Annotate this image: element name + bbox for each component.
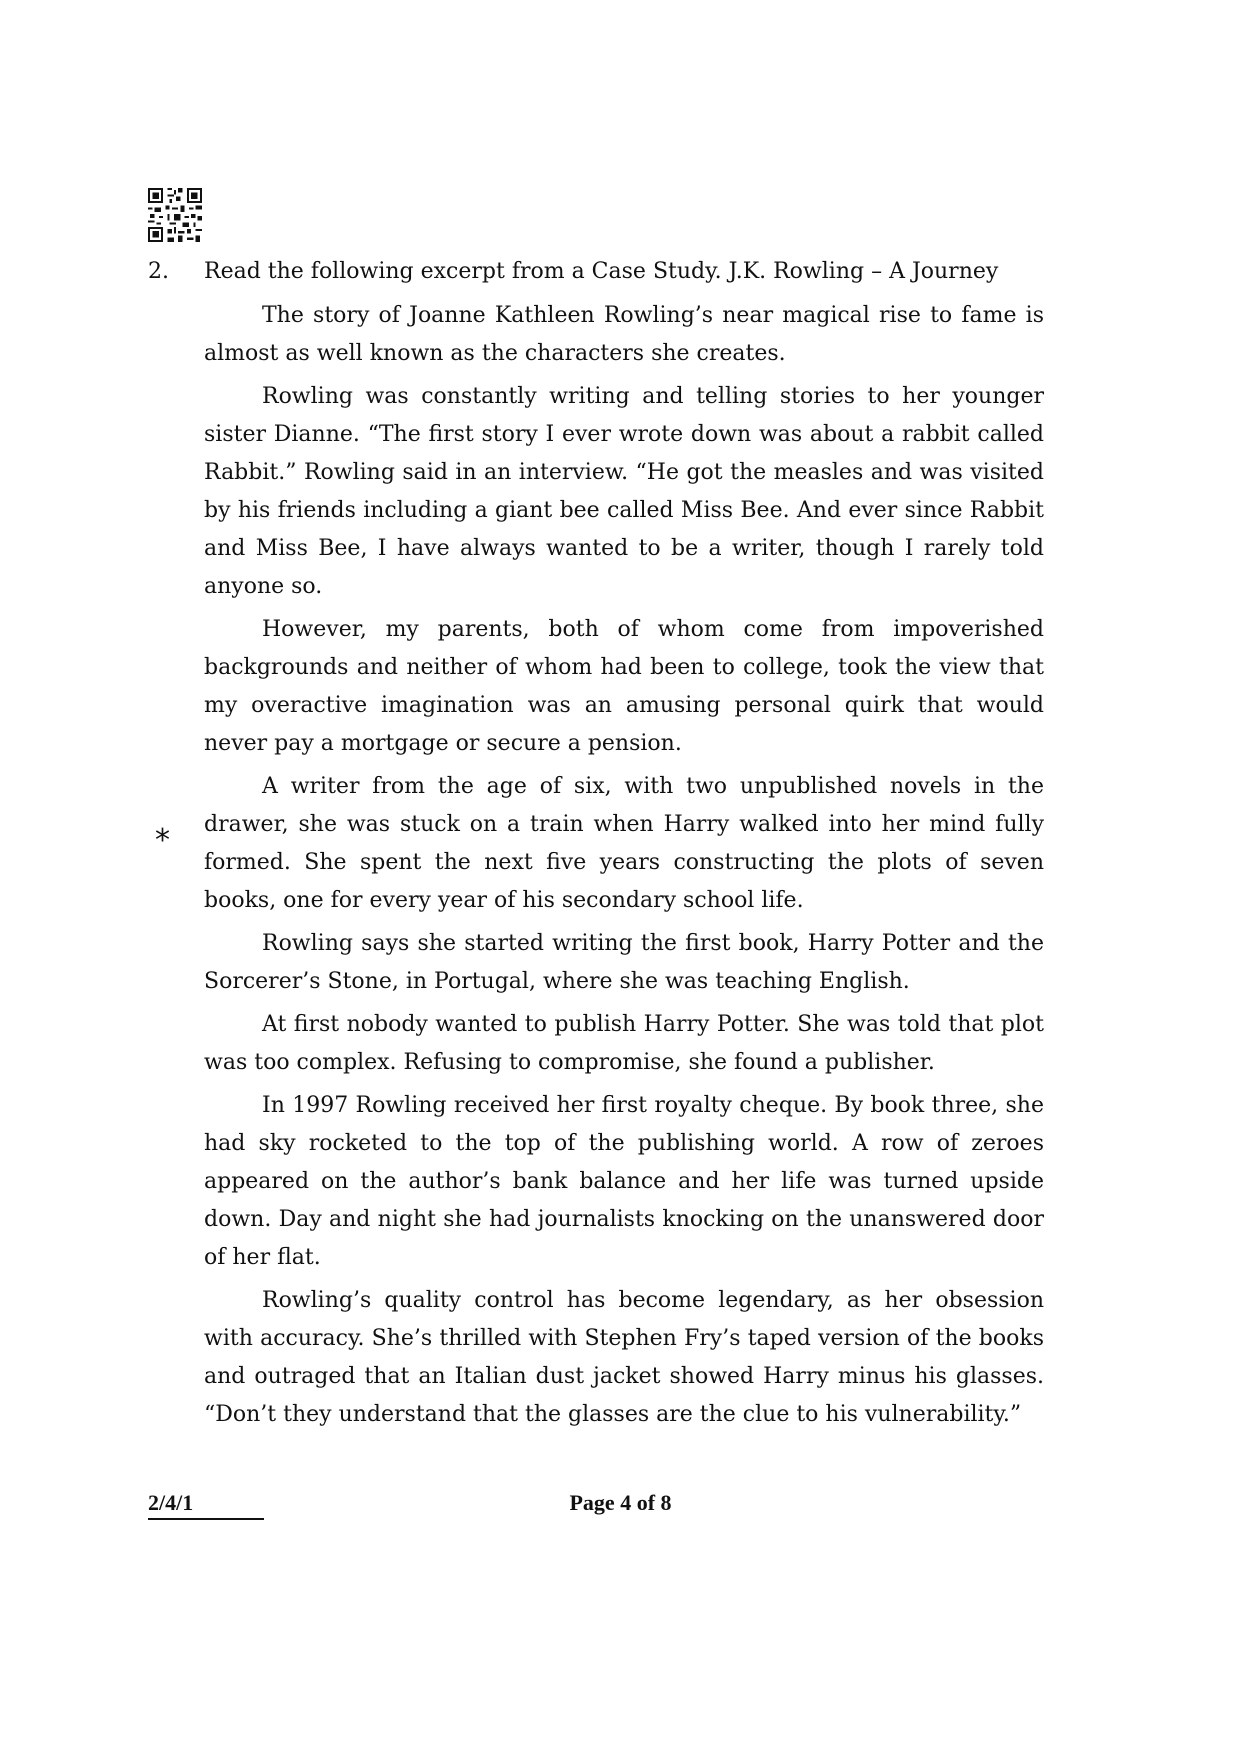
paper-code: 2/4/1	[148, 1490, 264, 1520]
question-title: Read the following excerpt from a Case Study. J.K. Rowling – A Journey	[204, 259, 999, 284]
paragraph: At first nobody wanted to publish Harry Potter. She was told that plot was too complex. Refusing to compromise, she found a publisher.	[204, 1012, 1044, 1075]
paragraph: Rowling’s quality control has become legendary, as her obsession with accuracy. She’s thrilled with Stephen Fry’s taped version of the books and outraged that an Italian dust jacket showed Harry minus his glasses. “Don’t they understand that the glasses are the clue to his vulnerability.”	[204, 1288, 1044, 1427]
case-study-excerpt	[204, 297, 1044, 1439]
paragraph: A writer from the age of six, with two unpublished novels in the drawer, she was stuck on a train when Harry walked into her mind fully formed. She spent the next five years constructing the plots of seven books, one for every year of his secondary school life.	[204, 774, 1044, 913]
paragraph: Rowling was constantly writing and telling stories to her younger sister Dianne. “The first story I ever wrote down was about a rabbit called Rabbit.” Rowling said in an interview. “He got the measles and was visited by his friends including a giant bee called Miss Bee. And ever since Rabbit and Miss Bee, I have always wanted to be a writer, though I rarely told anyone so.	[204, 384, 1044, 599]
asterisk-mark-icon: *	[155, 823, 170, 858]
question-number: 2.	[148, 259, 169, 284]
page-number: Page 4 of 8	[569, 1490, 672, 1515]
paragraph: However, my parents, both of whom come from impoverished backgrounds and neither of whom had been to college, took the view that my overactive imagination was an amusing personal quirk that would never pay a mortgage or secure a pension.	[204, 617, 1044, 756]
qr-code	[148, 188, 202, 242]
paragraph: Rowling says she started writing the first book, Harry Potter and the Sorcerer’s Stone, in Portugal, where she was teaching English.	[204, 931, 1044, 994]
paragraph: The story of Joanne Kathleen Rowling’s near magical rise to fame is almost as well known as the characters she creates.	[204, 303, 1044, 366]
paragraph: In 1997 Rowling received her first royalty cheque. By book three, she had sky rocketed to the top of the publishing world. A row of zeroes appeared on the author’s bank balance and her life was turned upside down. Day and night she had journalists knocking on the unanswered door of her flat.	[204, 1093, 1044, 1270]
